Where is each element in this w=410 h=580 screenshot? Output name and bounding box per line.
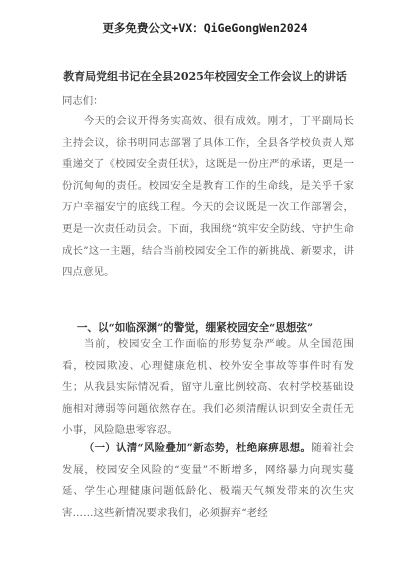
salutation: 同志们： <box>62 95 104 107</box>
paragraph-risk: 随着社会发展，校园安全风险的“变量”不断增多，网络暴力向现实蔓延、学生心理健康问题低龄化、极端天气频发带来的次生灾害……这些新情况要求我们，必须摒弃“老经 <box>62 442 354 519</box>
subsection-heading-1: （一）认清“风险叠加”新态势，杜绝麻痹思想。 <box>83 442 312 454</box>
section-heading-1: 一、以“如临深渊”的警觉，绷紧校园安全“思想弦” <box>76 322 314 334</box>
paragraph-subsection-1 <box>62 438 354 524</box>
promo-banner: 更多免费公文+VX：QiGeGongWen2024 <box>102 21 308 35</box>
paragraph-situation: 当前，校园安全工作面临的形势复杂严峻。从全国范围看，校园欺凌、心理健康危机、校外安全事故等事件时有发生；从我县实际情况看，留守儿童比例较高、农村学校基础设施相对薄弱等问题依然存在。我们必须清醒认识到安全责任无小事，风险隐患零容忍。 <box>62 338 354 437</box>
document-title: 教育局党组书记在全县2025年校园安全工作会议上的讲话 <box>63 70 347 83</box>
paragraph-opening: 今天的会议开得务实高效、很有成效。刚才，丁平副局长主持会议，徐书明同志部署了具体工作，全县各学校负责人郑重递交了《校园安全责任状》，这既是一份庄严的承诺，更是一份沉甸甸的责任。校园安全是教育工作的生命线，是关乎千家万户幸福安宁的底线工程。今天的会议既是一次工作部署会，更是一次责任动员会。下面，我围绕“筑牢安全防线、守护生命成长”这一主题，结合当前校园安全工作的新挑战、新要求，讲四点意见。 <box>62 115 354 279</box>
